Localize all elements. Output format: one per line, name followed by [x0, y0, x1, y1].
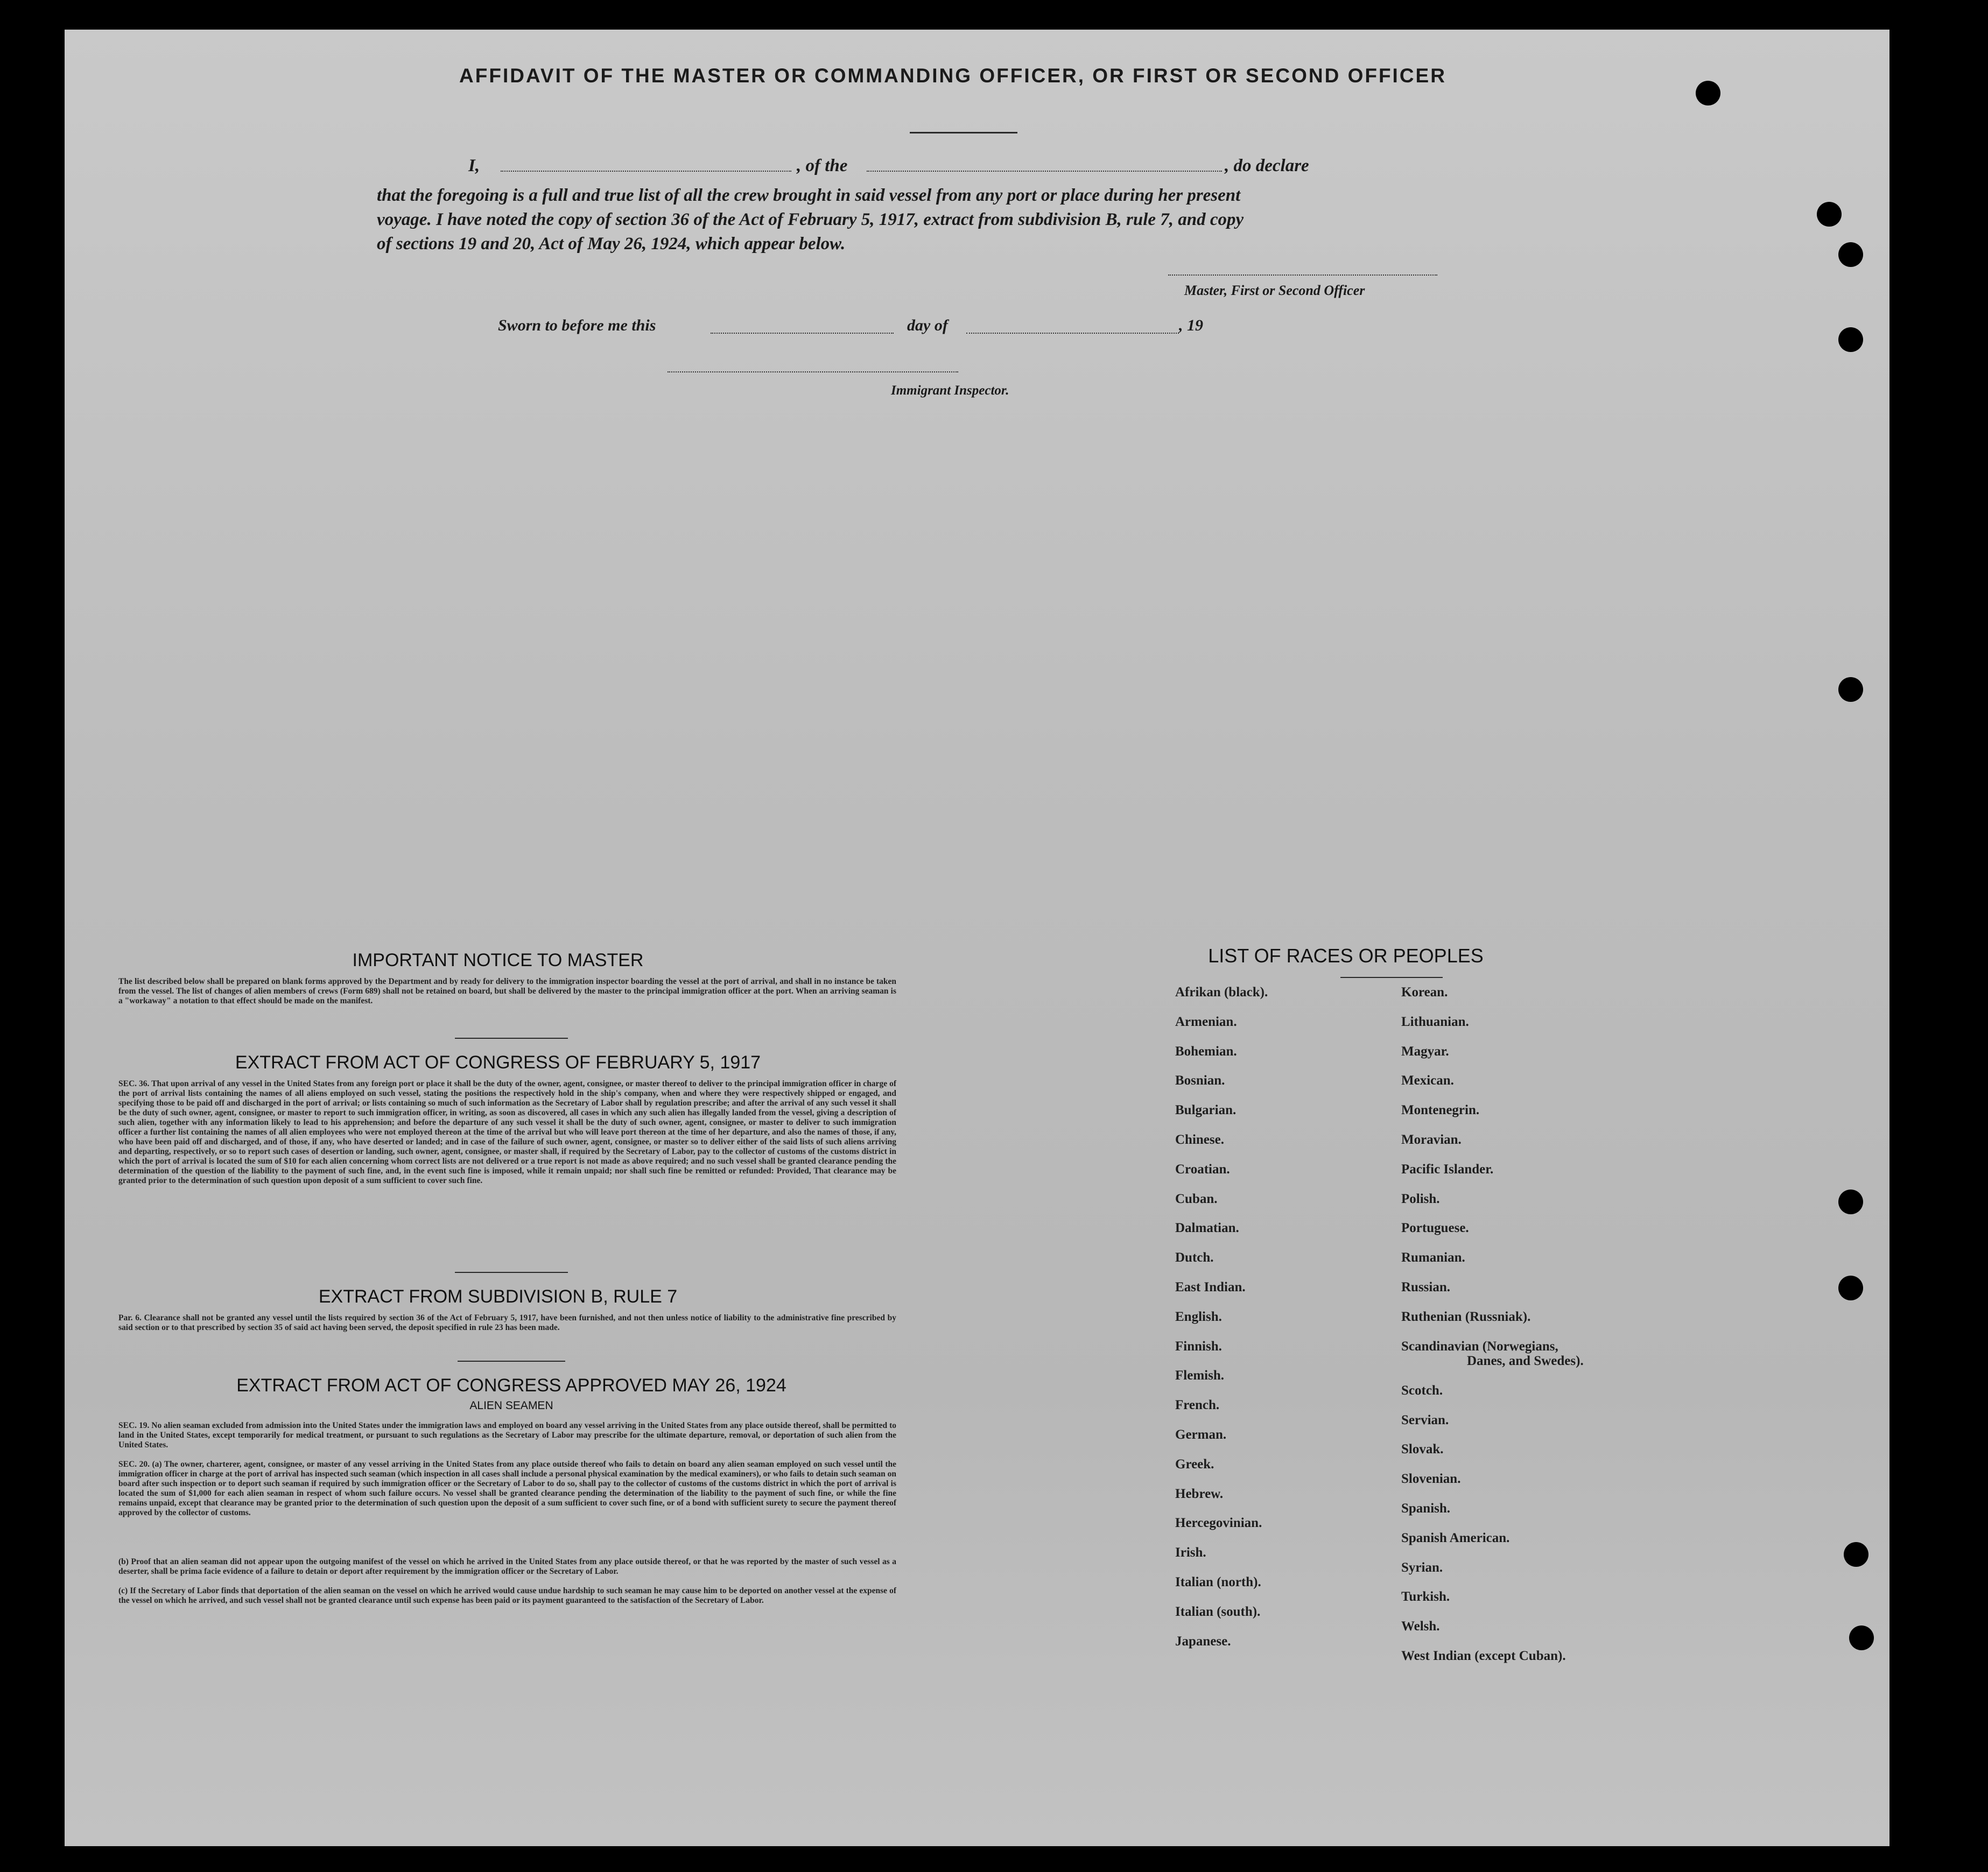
race-item: Dutch.	[1175, 1250, 1214, 1265]
sworn-day-field[interactable]	[711, 333, 894, 334]
race-item: Portuguese.	[1401, 1221, 1469, 1236]
race-item: Chinese.	[1175, 1132, 1224, 1147]
extract-1924-sec20c: (c) If the Secretary of Labor finds that deportation of the alien seaman on the vessel on which he arrived would cause undue hardship to such seaman he may cause him to be deported on another vessel at the expense of the vessel on which he arrived, and such vessel shall not be granted clearance until such expense has been paid or its payment guaranteed to the satisfaction of the Secretary of Labor.	[118, 1586, 896, 1605]
race-item: Lithuanian.	[1401, 1014, 1469, 1029]
race-item: Bohemian.	[1175, 1044, 1237, 1059]
officer-label: Master, First or Second Officer	[1184, 283, 1365, 298]
inspector-label: Immigrant Inspector.	[891, 383, 1009, 398]
race-item: Turkish.	[1401, 1589, 1450, 1604]
race-item: Danes, and Swedes).	[1467, 1354, 1584, 1368]
vessel-name-field[interactable]	[867, 171, 1222, 172]
race-item: Japanese.	[1175, 1634, 1231, 1649]
race-item: Syrian.	[1401, 1560, 1443, 1575]
race-item: English.	[1175, 1309, 1222, 1324]
notice-divider	[455, 1038, 568, 1039]
affidavit-title: AFFIDAVIT OF THE MASTER OR COMMANDING OFFICER, OR FIRST OR SECOND OFFICER	[459, 65, 1446, 87]
declaration-line-3: voyage. I have noted the copy of section 36 of the Act of February 5, 1917, extract from subdivision B, rule 7, and copy	[377, 210, 1244, 229]
sworn-day-of: day of	[907, 316, 948, 334]
notice-body: The list described below shall be prepared on blank forms approved by the Department and by ready for delivery to the immigration inspector boarding the vessel at the port of arrival, and shall in no instance be taken from the vessel. The list of changes of alien members of crews (Form 689) shall not be retained on board, but shall be delivered by the master to the principal immigration officer at the port. When an arriving seaman is a "workaway" a notation to that effect should be made on the manifest.	[118, 977, 896, 1005]
races-underline	[1340, 977, 1443, 978]
race-item: Bosnian.	[1175, 1073, 1225, 1088]
race-item: Flemish.	[1175, 1368, 1224, 1383]
race-item: Spanish American.	[1401, 1530, 1510, 1545]
binder-hole	[1817, 202, 1842, 227]
binder-hole	[1838, 1190, 1863, 1214]
race-item: Montenegrin.	[1401, 1103, 1480, 1118]
race-item: Italian (north).	[1175, 1575, 1261, 1589]
declaration-line-4: of sections 19 and 20, Act of May 26, 1924, which appear below.	[377, 234, 846, 254]
binder-hole	[1838, 327, 1863, 352]
race-item: Ruthenian (Russniak).	[1401, 1309, 1531, 1324]
sworn-month-field[interactable]	[966, 333, 1179, 334]
race-item: Dalmatian.	[1175, 1221, 1239, 1236]
race-item: Hebrew.	[1175, 1486, 1224, 1501]
notice-title: IMPORTANT NOTICE TO MASTER	[352, 950, 644, 970]
rule7-divider	[458, 1361, 565, 1362]
extract-1924-sec20a: SEC. 20. (a) The owner, charterer, agent, consignee, or master of any vessel arriving in the United States from any place outside thereof who fails to detain on board any alien seaman employed on such vessel until the immigration officer in charge at the port of arrival has inspected such seaman (which inspection in all cases shall include a personal physical examination by the medical examiners), or who fails to detain such seaman on board after such inspection or to deport such seaman if required by such immigration officer or the Secretary of Labor to do so, shall pay to the collector of customs of the customs district in which the port of arrival is located the sum of $1,000 for each alien seaman in respect of whom such failure occurs. No vessel shall be granted clearance pending the determination of the liability to the payment of such fine, or while the fine remains unpaid, except that clearance may be granted prior to the determination of such question upon the deposit of a sum sufficient to cover such fine, or of a bond with sufficient surety to secure the payment thereof approved by the collector of customs.	[118, 1460, 896, 1517]
declare-text: , do declare	[1225, 156, 1309, 175]
title-underline	[910, 132, 1017, 133]
race-item: Croatian.	[1175, 1162, 1230, 1177]
rule7-title: EXTRACT FROM SUBDIVISION B, RULE 7	[318, 1286, 678, 1307]
binder-hole	[1849, 1625, 1874, 1650]
officer-signature-line[interactable]	[1168, 275, 1437, 276]
race-item: Welsh.	[1401, 1619, 1440, 1634]
race-item: Korean.	[1401, 985, 1448, 1000]
race-item: Finnish.	[1175, 1339, 1222, 1354]
binder-hole	[1844, 1542, 1868, 1567]
race-item: Italian (south).	[1175, 1604, 1261, 1619]
binder-hole	[1696, 81, 1720, 105]
sworn-statement	[498, 316, 1252, 338]
binder-hole	[1838, 242, 1863, 267]
race-item: Irish.	[1175, 1545, 1206, 1560]
race-item: Hercegovinian.	[1175, 1516, 1262, 1531]
sworn-year: , 19	[1179, 316, 1203, 334]
race-item: Bulgarian.	[1175, 1103, 1237, 1118]
races-title: LIST OF RACES OR PEOPLES	[1208, 945, 1484, 967]
race-item: Moravian.	[1401, 1132, 1462, 1147]
declarant-name-field[interactable]	[501, 171, 791, 172]
extract-1924-sec19: SEC. 19. No alien seaman excluded from admission into the United States under the immigration laws and employed on board any vessel arriving in the United States from any place outside thereof, shall be permitted to land in the United States, except temporarily for medical treatment, or pursuant to such regulations as the Secretary of Labor may prescribe for the ultimate departure, removal, or deportation of such alien from the United States.	[118, 1421, 896, 1449]
race-item: Scotch.	[1401, 1383, 1443, 1398]
extract-1917-divider	[455, 1272, 568, 1273]
race-item: Pacific Islander.	[1401, 1162, 1494, 1177]
race-item: Magyar.	[1401, 1044, 1449, 1059]
race-item: Afrikan (black).	[1175, 985, 1268, 1000]
binder-hole	[1838, 677, 1863, 702]
sworn-prefix: Sworn to before me this	[498, 316, 656, 334]
race-item: Cuban.	[1175, 1191, 1218, 1206]
race-item: Polish.	[1401, 1191, 1440, 1206]
race-item: Spanish.	[1401, 1501, 1451, 1516]
race-item: Mexican.	[1401, 1073, 1454, 1088]
race-item: Greek.	[1175, 1456, 1214, 1472]
race-item: Scandinavian (Norwegians,	[1401, 1339, 1558, 1354]
extract-1917-title: EXTRACT FROM ACT OF CONGRESS OF FEBRUARY 5, 1917	[235, 1052, 761, 1073]
extract-1917-body: SEC. 36. That upon arrival of any vessel in the United States from any foreign port or place it shall be the duty of the owner, agent, consignee, or master thereof to deliver to the principal immigration officer in charge of the port of arrival lists containing the names of all aliens employed on such vessel, stating the positions the respectively hold in the ship's company, when and where they were respectively shipped or engaged, and specifying those to be paid off and discharged in the port of arrival; or lists containing so much of such information as the Secretary of Labor shall by regulation prescribe; and after the arrival of any such vessel it shall be the duty of such owner, agent, consignee, or master to report to such immigration officer, in writing, as soon as discovered, all cases in which any such alien has illegally landed from the vessel, giving a description of such alien, together with any information likely to lead to his apprehension; and before the departure of any such vessel it shall be the duty of such owner, agent, consignee, or master to deliver to such immigration officer a further list containing the names of all alien employees who were not employed thereon at the time of the arrival but who will leave port thereon at the time of her departure, and also the names of those, if any, who have been paid off and discharged, and of those, if any, who have deserted or landed; and in case of the failure of such owner, agent, consignee, or master so to deliver either of the said lists of such aliens arriving and departing, respectively, or so to report such cases of desertion or landing, such owner, agent, consignee, or master shall, if required by the Secretary of Labor, pay to the collector of customs of the customs district in which the port of arrival is located the sum of $10 for each alien concerning whom correct lists are not delivered or a true report is not made as above required; and no such vessel shall be granted clearance pending the determination of the question of the liability to the payment of such fine, and, in the event such fine is imposed, while it remain unpaid; nor shall such fine be remitted or refunded: Provided, That clearance may be granted prior to the determination of such question upon deposit of a sum sufficient to cover such fine.	[118, 1079, 896, 1185]
race-item: East Indian.	[1175, 1280, 1246, 1294]
race-item: French.	[1175, 1398, 1220, 1413]
inspector-signature-line[interactable]	[668, 371, 958, 372]
race-item: Russian.	[1401, 1280, 1451, 1294]
rule7-body: Par. 6. Clearance shall not be granted any vessel until the lists required by section 36 of the Act of February 5, 1917, have been furnished, and not then unless notice of liability to the administrative fine prescribed by said section or to that prescribed by section 35 of said act having been served, the deposit specified in rule 23 has been made.	[118, 1313, 896, 1332]
race-item: Servian.	[1401, 1412, 1449, 1427]
vessel-prefix: , of the	[797, 156, 848, 175]
race-item: Slovak.	[1401, 1442, 1444, 1457]
race-item: German.	[1175, 1427, 1227, 1442]
race-item: West Indian (except Cuban).	[1401, 1649, 1566, 1663]
race-item: Slovenian.	[1401, 1472, 1461, 1487]
declaration-line-2: that the foregoing is a full and true list of all the crew brought in said vessel from any port or place during her present	[377, 186, 1241, 205]
declarant-prefix: I,	[468, 156, 480, 175]
binder-hole	[1838, 1276, 1863, 1300]
race-item: Armenian.	[1175, 1014, 1237, 1029]
extract-1924-sec20b: (b) Proof that an alien seaman did not appear upon the outgoing manifest of the vessel on which he arrived in the United States from any place outside thereof, or that he was reported by the master of such vessel as a deserter, shall be prima facie evidence of a failure to detain or deport after requirement by the immigration officer or the Secretary of Labor.	[118, 1557, 896, 1576]
extract-1924-title: EXTRACT FROM ACT OF CONGRESS APPROVED MAY 26, 1924	[236, 1375, 786, 1396]
extract-1924-subtitle: ALIEN SEAMEN	[469, 1399, 553, 1412]
race-item: Rumanian.	[1401, 1250, 1465, 1265]
